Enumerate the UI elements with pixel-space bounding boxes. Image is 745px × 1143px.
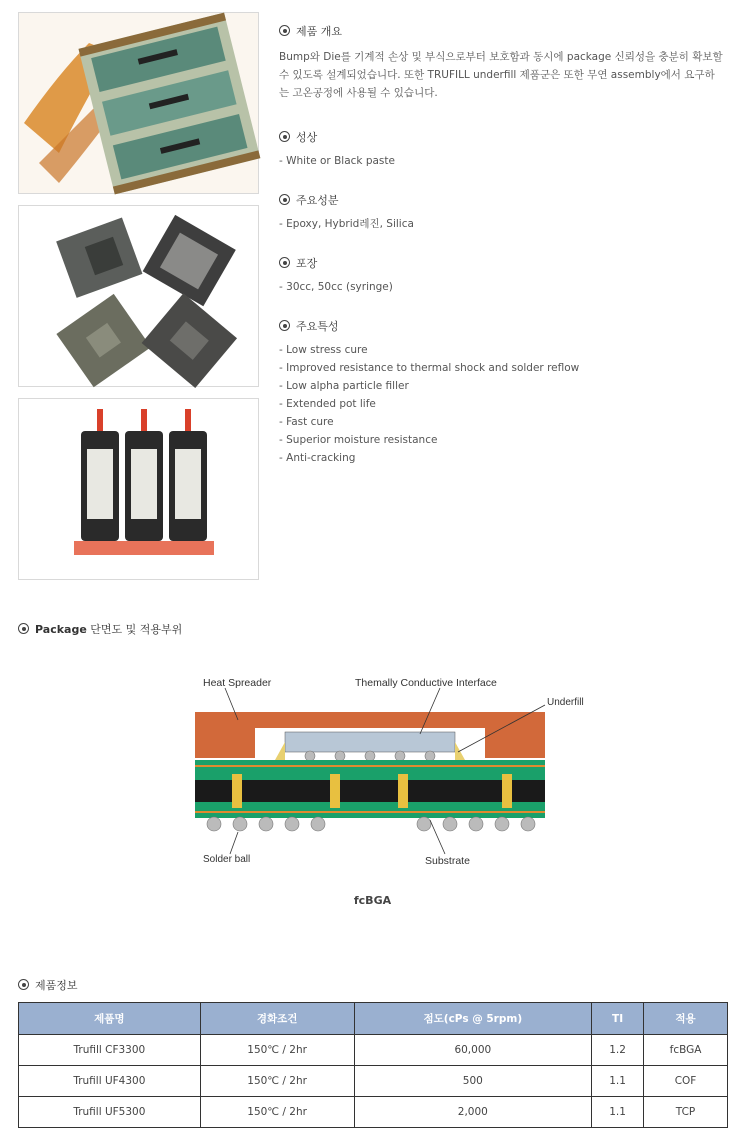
components-title: 주요성분: [296, 194, 339, 207]
solder-ball: [207, 817, 221, 831]
table-cell: 150℃ / 2hr: [200, 1097, 354, 1128]
product-photo-bga-chips: [18, 205, 259, 387]
appearance-list: [279, 152, 395, 170]
list-item: - White or Black paste: [279, 152, 395, 170]
solder-ball: [521, 817, 535, 831]
product-info-table: [18, 1002, 728, 1128]
package-heading: [18, 621, 182, 637]
bump: [335, 751, 345, 761]
features-title: 주요특성: [296, 320, 339, 333]
solder-ball: [233, 817, 247, 831]
table-cell: Trufill UF4300: [19, 1066, 201, 1097]
product-info-heading: [18, 977, 78, 993]
label-interface: Themally Conductive Interface: [355, 677, 497, 689]
appearance-heading: [279, 129, 317, 145]
substrate-core: [195, 780, 545, 802]
table-cell: Trufill UF5300: [19, 1097, 201, 1128]
solder-ball: [495, 817, 509, 831]
package-title-bold: Package: [35, 623, 87, 636]
via: [398, 774, 408, 808]
bga-chips-image: [19, 206, 258, 386]
features-heading: [279, 318, 339, 334]
product-photo-flex-tape: [18, 12, 259, 194]
table-cell: TCP: [644, 1097, 728, 1128]
radio-bullet-icon: [279, 131, 290, 142]
table-row: [19, 1035, 728, 1066]
fcbga-cross-section-diagram: [190, 670, 584, 870]
bump: [395, 751, 405, 761]
column-header: 점도(cPs @ 5rpm): [354, 1003, 592, 1035]
syringes-image: [19, 399, 258, 579]
heat-spreader-top: [195, 712, 545, 728]
label-solder-ball: Solder ball: [203, 854, 251, 865]
packaging-heading: [279, 255, 317, 271]
appearance-title: 성상: [296, 131, 318, 144]
list-item: - Fast cure: [279, 413, 579, 431]
table-header-row: [19, 1003, 728, 1035]
table-row: [19, 1066, 728, 1097]
leader-line: [230, 832, 238, 854]
product-photo-syringes: [18, 398, 259, 580]
package-title-rest: 단면도 및 적용부위: [86, 623, 183, 636]
list-item: - Extended pot life: [279, 395, 579, 413]
list-item: - Epoxy, Hybrid레진, Silica: [279, 215, 414, 233]
components-heading: [279, 192, 339, 208]
table-cell: COF: [644, 1066, 728, 1097]
list-item: - Superior moisture resistance: [279, 431, 579, 449]
table-cell: 2,000: [354, 1097, 592, 1128]
packaging-title: 포장: [296, 257, 318, 270]
packaging-list: [279, 278, 393, 296]
radio-bullet-icon: [18, 979, 29, 990]
solder-ball: [311, 817, 325, 831]
column-header: 적용: [644, 1003, 728, 1035]
components-list: [279, 215, 414, 233]
list-item: - Improved resistance to thermal shock and solder reflow: [279, 359, 579, 377]
radio-bullet-icon: [279, 257, 290, 268]
label-underfill: Underfill: [547, 697, 584, 708]
solder-ball: [417, 817, 431, 831]
solder-ball: [259, 817, 273, 831]
bump: [365, 751, 375, 761]
list-item: - Anti-cracking: [279, 449, 579, 467]
column-header: 경화조건: [200, 1003, 354, 1035]
column-header: TI: [592, 1003, 644, 1035]
radio-bullet-icon: [279, 194, 290, 205]
table-cell: fcBGA: [644, 1035, 728, 1066]
radio-bullet-icon: [279, 25, 290, 36]
table-cell: 150℃ / 2hr: [200, 1066, 354, 1097]
table-cell: 500: [354, 1066, 592, 1097]
overview-heading: [279, 23, 342, 39]
product-info-title: 제품정보: [35, 979, 78, 992]
table-cell: 1.1: [592, 1066, 644, 1097]
overview-text: Bump와 Die를 기계적 손상 및 부식으로부터 보호함과 동시에 package 신뢰성을 충분히 확보할 수 있도록 설계되었습니다. 또한 TRUFILL underfill 제품군은 또한 무연 assembly에서 요구하는 고온공정에 사용될 수 있습니다.: [279, 51, 723, 99]
features-list: [279, 341, 579, 467]
radio-bullet-icon: [18, 623, 29, 634]
via: [232, 774, 242, 808]
label-heat-spreader: Heat Spreader: [203, 677, 272, 689]
diagram-caption: fcBGA: [353, 894, 392, 907]
solder-ball: [285, 817, 299, 831]
list-item: - 30cc, 50cc (syringe): [279, 278, 393, 296]
via: [502, 774, 512, 808]
table-cell: Trufill CF3300: [19, 1035, 201, 1066]
column-header: 제품명: [19, 1003, 201, 1035]
overview-title: 제품 개요: [296, 25, 343, 38]
label-substrate: Substrate: [425, 855, 470, 867]
table-cell: 150℃ / 2hr: [200, 1035, 354, 1066]
table-row: [19, 1097, 728, 1128]
list-item: - Low alpha particle filler: [279, 377, 579, 395]
die: [285, 732, 455, 752]
radio-bullet-icon: [279, 320, 290, 331]
table-cell: 1.1: [592, 1097, 644, 1128]
solder-ball: [469, 817, 483, 831]
leader-line: [430, 820, 445, 854]
heat-spreader-left-leg: [195, 728, 255, 758]
underfill-left: [275, 742, 285, 760]
list-item: - Low stress cure: [279, 341, 579, 359]
via: [330, 774, 340, 808]
table-cell: 1.2: [592, 1035, 644, 1066]
table-cell: 60,000: [354, 1035, 592, 1066]
solder-ball: [443, 817, 457, 831]
flex-tape-image: [19, 13, 258, 193]
bump: [425, 751, 435, 761]
bump: [305, 751, 315, 761]
